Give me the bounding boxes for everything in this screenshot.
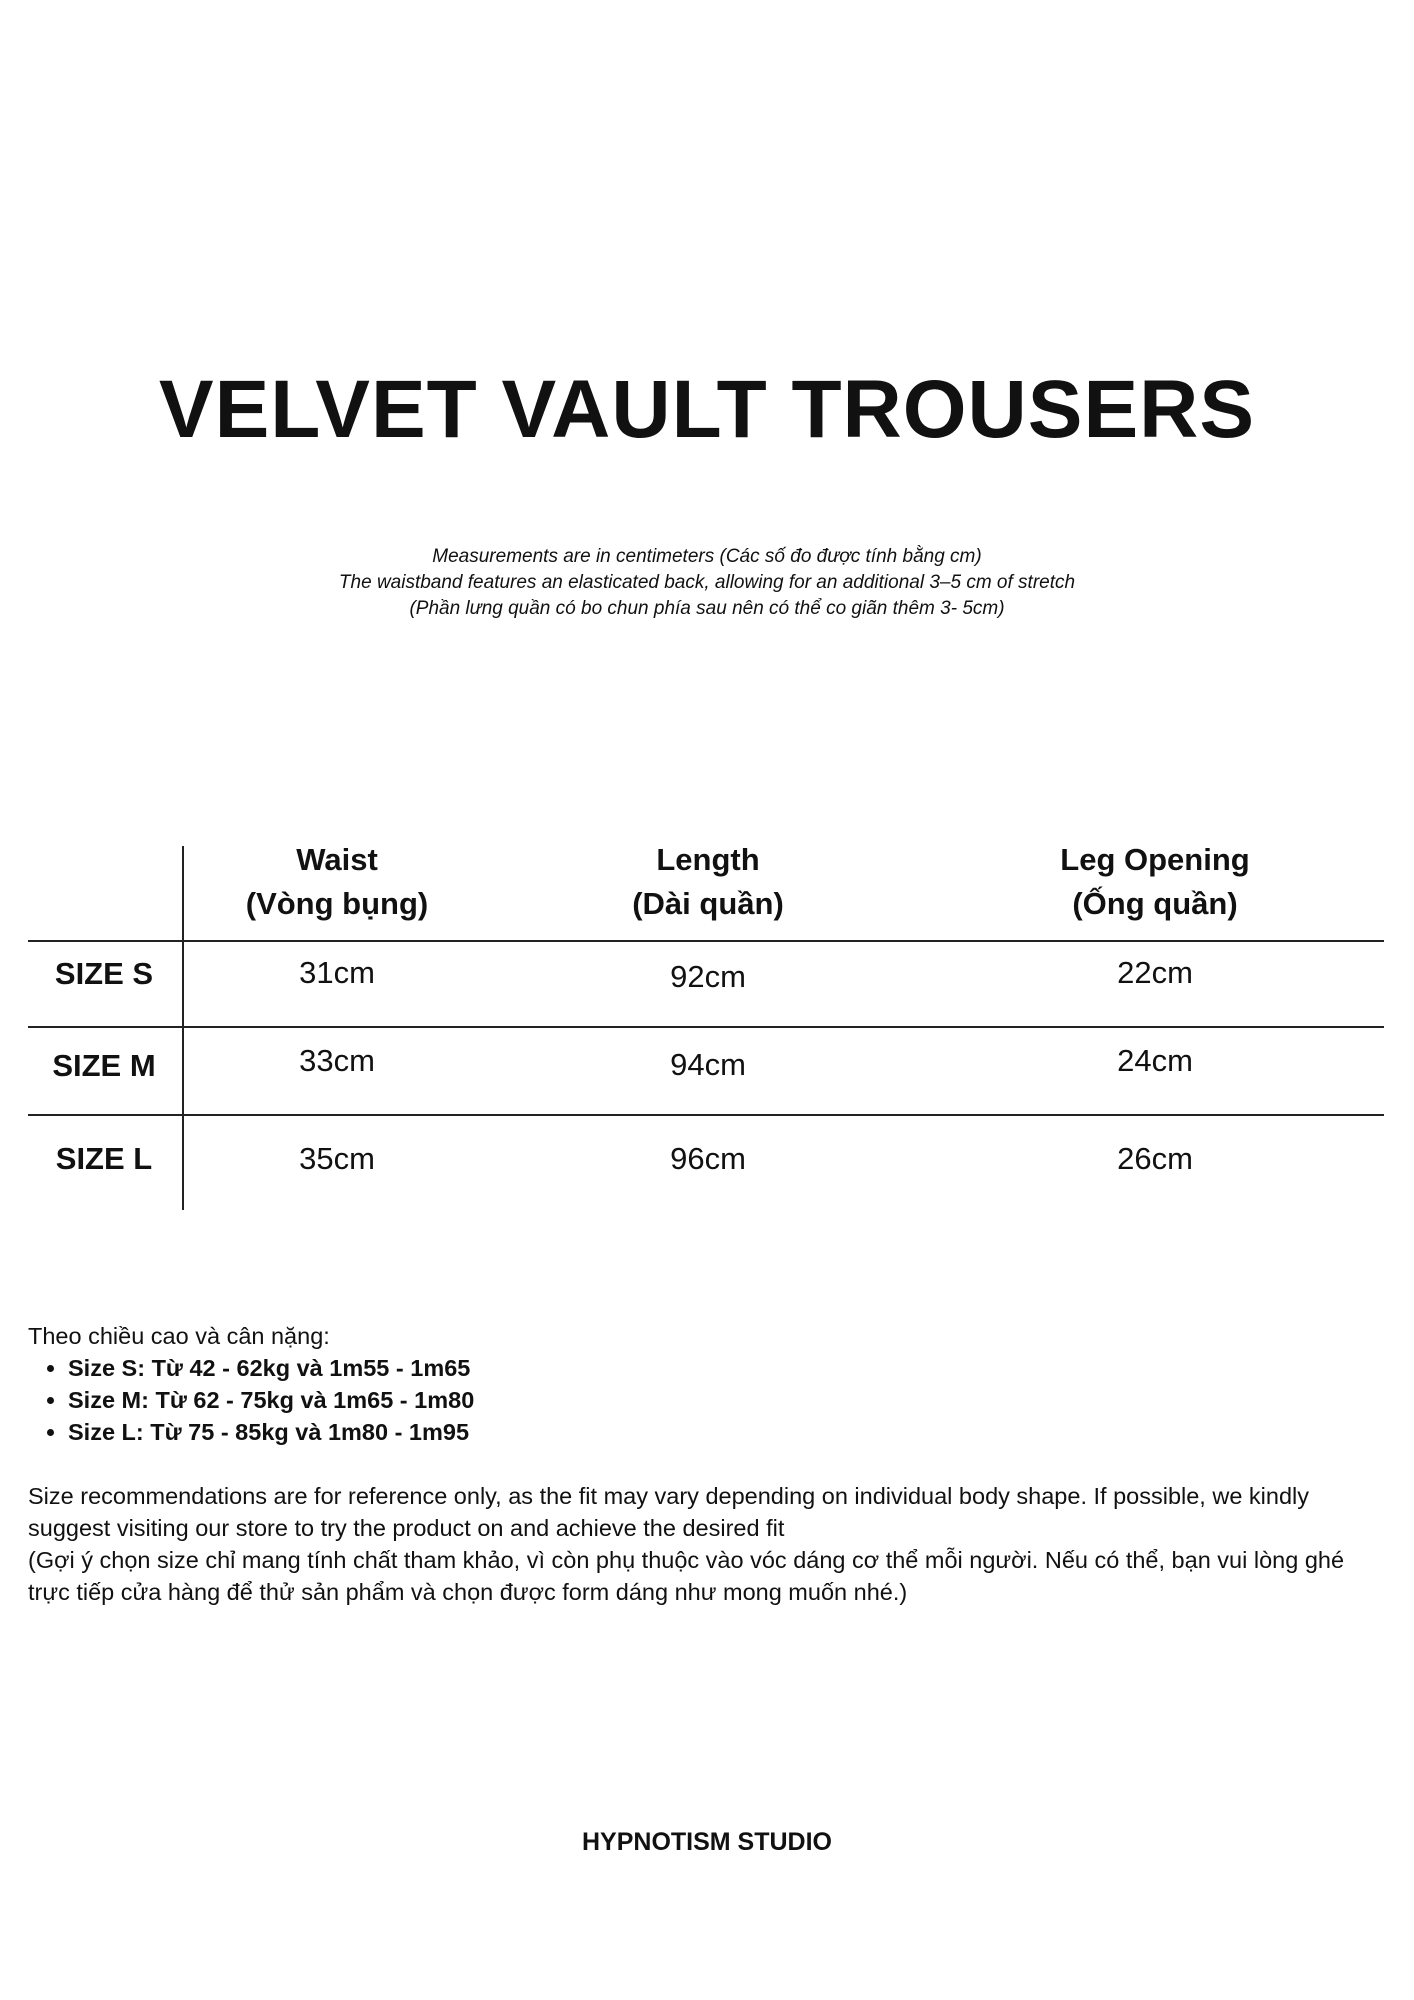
table-cell-length: 94cm xyxy=(670,1047,746,1082)
table-cell-leg-opening: 26cm xyxy=(1117,1141,1193,1176)
column-header-en: Leg Opening xyxy=(1060,842,1250,877)
table-cell-length: 96cm xyxy=(670,1141,746,1176)
table-cell-leg-opening: 24cm xyxy=(1117,1043,1193,1078)
column-header-leg-opening xyxy=(1025,838,1285,926)
column-header-en: Length xyxy=(656,842,760,877)
column-header-vi: (Ống quần) xyxy=(1072,886,1238,921)
table-divider-horizontal xyxy=(28,940,1384,942)
list-item: • Size M: Từ 62 - 75kg và 1m65 - 1m80 xyxy=(68,1384,1388,1416)
table-cell-waist: 35cm xyxy=(299,1141,375,1176)
row-label-size-l: SIZE L xyxy=(55,1141,153,1176)
disclaimer-en: Size recommendations are for reference only, as the fit may vary depending on individual body shape. If possible, we kindly suggest visiting our store to try the product on and achieve the desired fit xyxy=(28,1483,1310,1541)
table-divider-vertical xyxy=(182,846,184,1210)
note-line: (Phần lưng quần có bo chun phía sau nên có thể co giãn thêm 3- 5cm) xyxy=(409,598,1005,619)
table-cell-length: 92cm xyxy=(670,959,746,994)
table-cell-waist: 33cm xyxy=(299,1043,375,1078)
row-label-size-s: SIZE S xyxy=(54,956,154,991)
note-line: The waistband features an elasticated back, allowing for an additional 3–5 cm of stretch xyxy=(338,572,1076,593)
table-divider-horizontal xyxy=(28,1114,1384,1116)
column-header-en: Waist xyxy=(296,842,378,877)
disclaimer xyxy=(28,1480,1388,1608)
table-cell-leg-opening: 22cm xyxy=(1117,955,1193,990)
list-item: • Size L: Từ 75 - 85kg và 1m80 - 1m95 xyxy=(68,1416,1388,1448)
table-cell-waist: 31cm xyxy=(299,955,375,990)
note-line: Measurements are in centimeters (Các số đo được tính bằng cm) xyxy=(432,546,982,567)
size-guide xyxy=(28,1320,1388,1448)
column-header-vi: (Vòng bụng) xyxy=(245,886,429,921)
column-header-length xyxy=(608,838,808,926)
size-guide-intro: Theo chiều cao và cân nặng: xyxy=(28,1323,330,1349)
size-guide-list xyxy=(28,1352,1388,1448)
brand-footer: HYPNOTISM STUDIO xyxy=(581,1828,832,1856)
table-divider-horizontal xyxy=(28,1026,1384,1028)
measurement-notes xyxy=(0,544,1414,622)
column-header-vi: (Dài quần) xyxy=(632,886,784,921)
disclaimer-vi: (Gợi ý chọn size chỉ mang tính chất tham khảo, vì còn phụ thuộc vào vóc dáng cơ thể mỗi người. Nếu có thể, bạn vui lòng ghé trực tiếp cửa hàng để thử sản phẩm và chọn được form dáng như mong muốn nhé.) xyxy=(28,1547,1345,1605)
column-header-waist xyxy=(237,838,437,926)
row-label-size-m: SIZE M xyxy=(52,1048,156,1083)
page-title: VELVET VAULT TROUSERS xyxy=(158,364,1256,455)
list-item: • Size S: Từ 42 - 62kg và 1m55 - 1m65 xyxy=(68,1352,1388,1384)
